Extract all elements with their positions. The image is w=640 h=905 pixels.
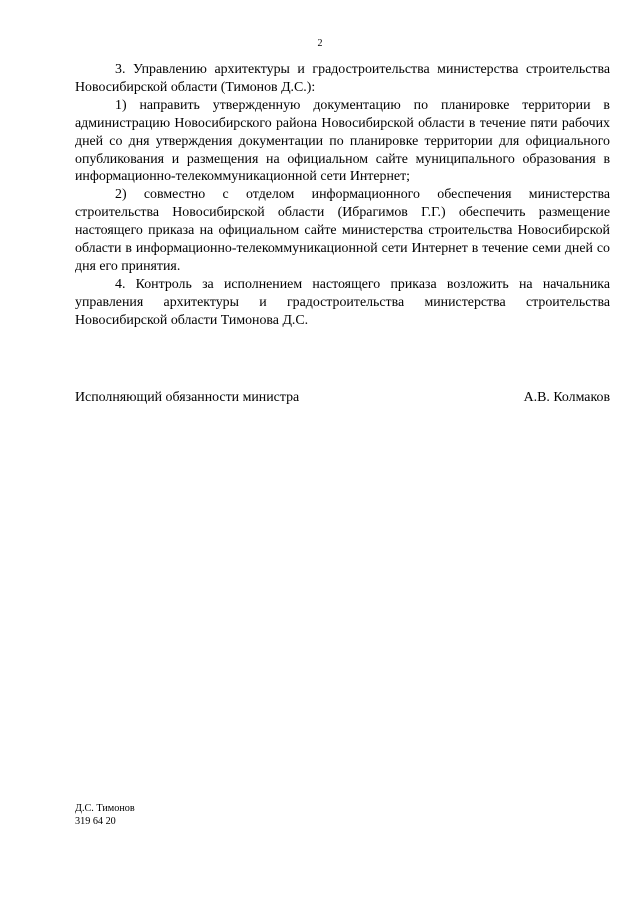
page-number: 2 <box>317 38 323 49</box>
paragraph-subitem-1: 1) направить утвержденную документацию по планировке территории в администрацию Новосибирского района Новосибирской области в течение пяти рабочих дней со дня утверждения документации по планировке территории для официального опубликования и размещения на официальном сайте муниципального образования в информационно-телекоммуникационной сети Интернет; <box>75 97 610 185</box>
signatory-position: Исполняющий обязанности министра <box>75 390 300 405</box>
paragraph-item-3: 3. Управлению архитектуры и градостроительства министерства строительства Новосибирской области (Тимонов Д.С.): <box>75 62 610 95</box>
signature-block <box>75 389 610 407</box>
document-body <box>75 61 610 330</box>
signatory-name: А.В. Колмаков <box>523 390 610 405</box>
executor-name: Д.С. Тимонов <box>75 803 135 814</box>
paragraph-item-4: 4. Контроль за исполнением настоящего приказа возложить на начальника управления архитектуры и градостроительства министерства строительства Новосибирской области Тимонова Д.С. <box>75 276 610 328</box>
executor-info <box>75 803 135 828</box>
executor-phone: 319 64 20 <box>75 815 116 827</box>
paragraph-subitem-2: 2) совместно с отделом информационного обеспечения министерства строительства Новосибирской области (Ибрагимов Г.Г.) обеспечить размещение настоящего приказа на официальном сайте министерства строительства Новосибирской области в информационно-телекоммуникационной сети Интернет в течение семи дней со дня его принятия. <box>75 187 610 274</box>
